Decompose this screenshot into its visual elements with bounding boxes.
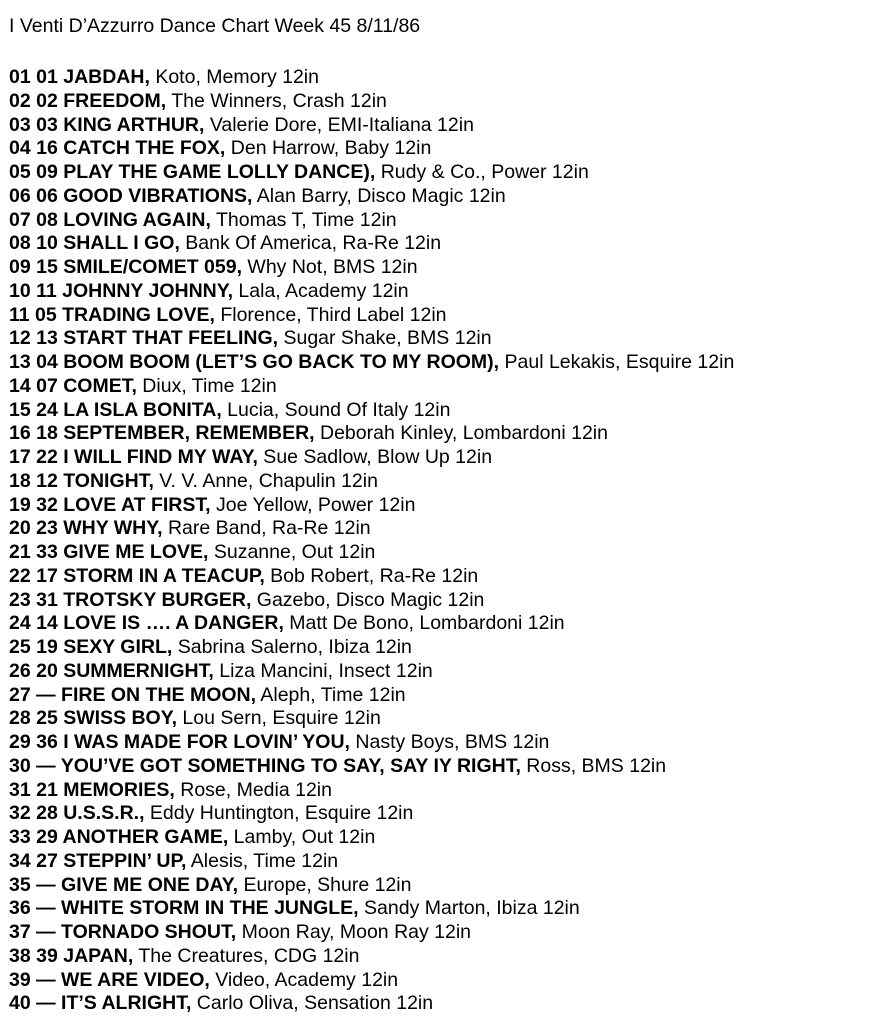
chart-position: 36 — xyxy=(9,897,62,920)
chart-position: 27 — xyxy=(9,683,62,706)
chart-entry xyxy=(9,612,869,636)
chart-position: 04 16 xyxy=(9,137,64,160)
song-title: LOVING AGAIN, xyxy=(63,208,211,231)
chart-entry xyxy=(9,280,869,304)
chart-entry xyxy=(9,470,869,494)
chart-position: 35 — xyxy=(9,873,62,896)
song-title: LOVE AT FIRST, xyxy=(63,493,211,516)
chart-entry xyxy=(9,209,869,233)
chart-position: 20 23 xyxy=(9,517,64,540)
song-title: FIRE ON THE MOON, xyxy=(61,683,257,706)
chart-entry xyxy=(9,161,869,185)
chart-position: 14 07 xyxy=(9,374,64,397)
chart-position: 25 19 xyxy=(9,636,64,658)
song-title: CATCH THE FOX, xyxy=(63,137,226,160)
song-title: LA ISLA BONITA, xyxy=(63,398,222,421)
song-title: SHALL I GO, xyxy=(63,232,180,255)
chart-position: 12 13 xyxy=(9,327,64,350)
artist-label-format: Alan Barry, Disco Magic 12in xyxy=(252,184,506,207)
artist-label-format: Sabrina Salerno, Ibiza 12in xyxy=(172,636,412,658)
chart-position: 01 01 xyxy=(9,66,64,88)
song-title: STEPPIN’ UP, xyxy=(63,849,187,872)
artist-label-format: Deborah Kinley, Lombardoni 12in xyxy=(314,422,608,445)
artist-label-format: Gazebo, Disco Magic 12in xyxy=(251,588,485,611)
artist-label-format: Florence, Third Label 12in xyxy=(214,303,447,326)
song-title: IT’S ALRIGHT, xyxy=(61,992,192,1015)
chart-entry xyxy=(9,850,869,874)
artist-label-format: Carlo Oliva, Sensation 12in xyxy=(191,992,434,1015)
artist-label-format: Diux, Time 12in xyxy=(136,374,277,397)
chart-entry xyxy=(9,779,869,803)
artist-label-format: V. V. Anne, Chapulin 12in xyxy=(153,469,378,492)
song-title: YOU’VE GOT SOMETHING TO SAY, SAY IY RIGHT, xyxy=(60,754,521,777)
chart-position: 05 09 xyxy=(9,161,64,183)
chart-position: 31 21 xyxy=(9,778,64,801)
artist-label-format: Liza Mancini, Insect 12in xyxy=(213,659,433,682)
song-title: SWISS BOY, xyxy=(63,707,177,730)
chart-entry xyxy=(9,185,869,209)
song-title: SEPTEMBER, REMEMBER, xyxy=(63,422,315,445)
chart-entry xyxy=(9,304,869,328)
chart-position: 22 17 xyxy=(9,564,64,587)
artist-label-format: Lou Sern, Esquire 12in xyxy=(177,707,381,730)
song-title: ANOTHER GAME, xyxy=(62,826,229,848)
artist-label-format: Lamby, Out 12in xyxy=(228,826,376,848)
chart-entry xyxy=(9,232,869,256)
chart-entry xyxy=(9,541,869,565)
artist-label-format: Bob Robert, Ra-Re 12in xyxy=(264,564,479,587)
chart-position: 34 27 xyxy=(9,849,64,872)
artist-label-format: Suzanne, Out 12in xyxy=(208,541,376,563)
artist-label-format: Valerie Dore, EMI-Italiana 12in xyxy=(204,113,474,136)
song-title: WHITE STORM IN THE JUNGLE, xyxy=(61,897,359,920)
song-title: JOHNNY JOHNNY, xyxy=(62,279,233,302)
chart-position: 33 29 xyxy=(9,826,63,848)
artist-label-format: Lala, Academy 12in xyxy=(233,279,409,302)
chart-entry xyxy=(9,517,869,541)
chart-entry xyxy=(9,945,869,969)
chart-entry xyxy=(9,992,869,1016)
chart-position: 29 36 xyxy=(9,731,64,753)
song-title: JABDAH, xyxy=(63,66,150,88)
chart-entry xyxy=(9,731,869,755)
chart-position: 03 03 xyxy=(9,113,64,136)
chart-position: 02 02 xyxy=(9,89,64,112)
chart-position: 39 — xyxy=(9,968,62,991)
chart-entry xyxy=(9,399,869,423)
chart-entry xyxy=(9,874,869,898)
artist-label-format: The Creatures, CDG 12in xyxy=(133,944,360,967)
chart-entry xyxy=(9,660,869,684)
artist-label-format: Moon Ray, Moon Ray 12in xyxy=(236,921,472,943)
artist-label-format: Rose, Media 12in xyxy=(174,778,332,801)
song-title: TROTSKY BURGER, xyxy=(63,588,252,611)
artist-label-format: Koto, Memory 12in xyxy=(149,66,319,88)
chart-position: 06 06 xyxy=(9,184,64,207)
artist-label-format: Sugar Shake, BMS 12in xyxy=(278,327,492,350)
song-title: GIVE ME ONE DAY, xyxy=(61,873,239,896)
chart-entry xyxy=(9,707,869,731)
chart-entry xyxy=(9,969,869,993)
chart-position: 17 22 xyxy=(9,446,64,468)
artist-label-format: The Winners, Crash 12in xyxy=(166,89,387,112)
song-title: TRADING LOVE, xyxy=(62,303,215,326)
song-title: I WAS MADE FOR LOVIN’ YOU, xyxy=(63,731,350,753)
chart-entry xyxy=(9,66,869,90)
song-title: WHY WHY, xyxy=(63,517,163,540)
chart-entry xyxy=(9,921,869,945)
chart-position: 32 28 xyxy=(9,802,64,825)
artist-label-format: Thomas T, Time 12in xyxy=(210,208,397,231)
song-title: GIVE ME LOVE, xyxy=(63,541,209,563)
song-title: I WILL FIND MY WAY, xyxy=(63,446,258,468)
artist-label-format: Den Harrow, Baby 12in xyxy=(225,137,432,160)
chart-position: 19 32 xyxy=(9,493,64,516)
chart-position: 18 12 xyxy=(9,469,64,492)
song-title: TORNADO SHOUT, xyxy=(61,921,237,943)
chart-entry xyxy=(9,897,869,921)
chart-entry xyxy=(9,256,869,280)
chart-entry xyxy=(9,802,869,826)
artist-label-format: Matt De Bono, Lombardoni 12in xyxy=(283,612,565,635)
chart-position: 15 24 xyxy=(9,398,64,421)
chart-position: 07 08 xyxy=(9,208,64,231)
song-title: FREEDOM, xyxy=(63,89,167,112)
chart-position: 16 18 xyxy=(9,422,64,445)
chart-title: I Venti D’Azzurro Dance Chart Week 45 8/11/86 xyxy=(9,15,421,37)
song-title: U.S.S.R., xyxy=(63,802,145,825)
artist-label-format: Bank Of America, Ra-Re 12in xyxy=(179,232,442,255)
chart-position: 13 04 xyxy=(9,351,64,373)
chart-position: 26 20 xyxy=(9,659,64,682)
chart-position: 28 25 xyxy=(9,707,64,730)
chart-entry xyxy=(9,589,869,613)
chart-entry xyxy=(9,422,869,446)
song-title: BOOM BOOM (LET’S GO BACK TO MY ROOM), xyxy=(63,351,500,373)
chart-entry xyxy=(9,90,869,114)
artist-label-format: Rare Band, Ra-Re 12in xyxy=(162,517,371,540)
artist-label-format: Why Not, BMS 12in xyxy=(242,256,418,278)
chart-position: 11 05 xyxy=(9,303,63,326)
chart-position: 38 39 xyxy=(9,944,64,967)
song-title: START THAT FEELING, xyxy=(63,327,279,350)
chart-entry xyxy=(9,636,869,660)
song-title: PLAY THE GAME LOLLY DANCE), xyxy=(63,161,376,183)
song-title: WE ARE VIDEO, xyxy=(61,968,210,991)
chart-position: 08 10 xyxy=(9,232,64,255)
song-title: LOVE IS …. A DANGER, xyxy=(63,612,284,635)
song-title: MEMORIES, xyxy=(63,778,175,801)
song-title: STORM IN A TEACUP, xyxy=(63,564,265,587)
chart-entry xyxy=(9,114,869,138)
song-title: SUMMERNIGHT, xyxy=(63,659,214,682)
chart-entry xyxy=(9,565,869,589)
artist-label-format: Aleph, Time 12in xyxy=(256,683,406,706)
artist-label-format: Nasty Boys, BMS 12in xyxy=(349,731,550,753)
chart-entry xyxy=(9,684,869,708)
chart-entry xyxy=(9,351,869,375)
artist-label-format: Joe Yellow, Power 12in xyxy=(210,493,416,516)
chart-entry xyxy=(9,826,869,850)
song-title: TONIGHT, xyxy=(63,469,154,492)
chart-entry xyxy=(9,137,869,161)
chart-position: 40 — xyxy=(9,992,62,1015)
artist-label-format: Ross, BMS 12in xyxy=(520,754,667,777)
song-title: COMET, xyxy=(63,374,137,397)
artist-label-format: Paul Lekakis, Esquire 12in xyxy=(499,351,735,373)
artist-label-format: Video, Academy 12in xyxy=(209,968,399,991)
chart-entry xyxy=(9,446,869,470)
artist-label-format: Lucia, Sound Of Italy 12in xyxy=(221,398,451,421)
artist-label-format: Alesis, Time 12in xyxy=(186,849,339,872)
song-title: SMILE/COMET 059, xyxy=(63,256,243,278)
artist-label-format: Eddy Huntington, Esquire 12in xyxy=(144,802,414,825)
chart-entry xyxy=(9,755,869,779)
chart-position: 10 11 xyxy=(9,279,63,302)
artist-label-format: Europe, Shure 12in xyxy=(238,873,412,896)
chart-position: 24 14 xyxy=(9,612,64,635)
song-title: SEXY GIRL, xyxy=(63,636,173,658)
song-title: KING ARTHUR, xyxy=(63,113,205,136)
chart-entry xyxy=(9,327,869,351)
chart-position: 09 15 xyxy=(9,256,64,278)
chart-entry-list xyxy=(9,66,869,1016)
artist-label-format: Rudy & Co., Power 12in xyxy=(375,161,589,183)
chart-entry xyxy=(9,494,869,518)
song-title: JAPAN, xyxy=(63,944,134,967)
chart-position: 37 — xyxy=(9,921,62,943)
artist-label-format: Sue Sadlow, Blow Up 12in xyxy=(257,446,493,468)
chart-entry xyxy=(9,375,869,399)
chart-position: 30 — xyxy=(9,754,61,777)
chart-position: 21 33 xyxy=(9,541,64,563)
song-title: GOOD VIBRATIONS, xyxy=(63,184,253,207)
artist-label-format: Sandy Marton, Ibiza 12in xyxy=(358,897,580,920)
chart-document xyxy=(9,14,869,1032)
chart-position: 23 31 xyxy=(9,588,64,611)
